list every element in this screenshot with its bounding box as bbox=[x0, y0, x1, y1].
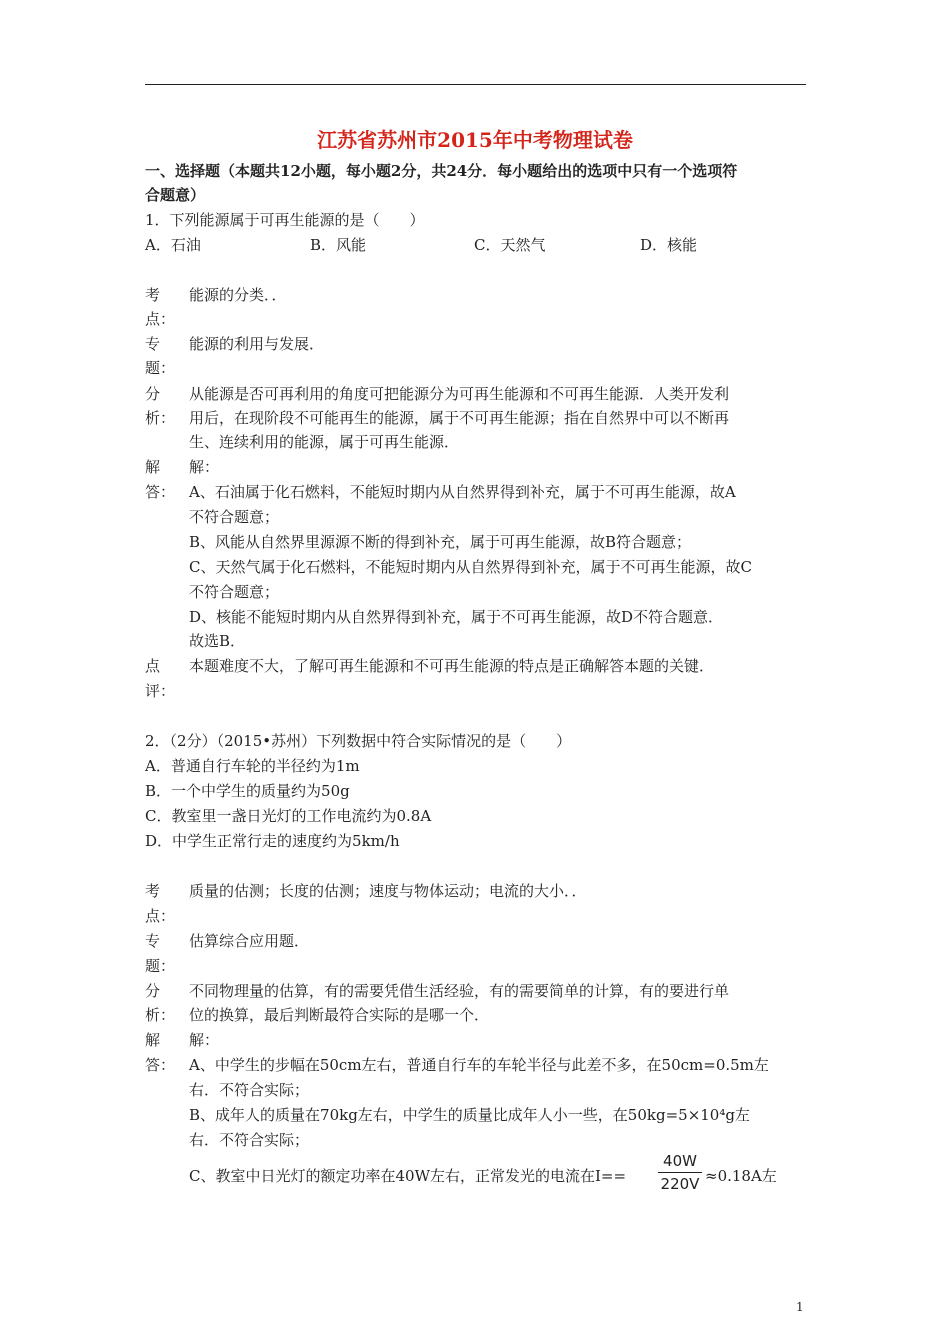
q2-option-a: A．普通自行车轮的半径约为1m bbox=[145, 757, 360, 775]
q1-option-b: B．风能 bbox=[310, 236, 367, 254]
current-fraction bbox=[658, 1151, 702, 1194]
q2-option-d: D．中学生正常行走的速度约为5km/h bbox=[145, 832, 400, 850]
q1-jieda-line: C、天然气属于化石燃料，不能短时期内从自然界得到补充，属于不可再生能源，故C bbox=[189, 558, 752, 576]
q1-jieda-line: 故选B． bbox=[189, 632, 246, 650]
q1-option-a: A．石油 bbox=[145, 236, 201, 254]
header-rule bbox=[145, 84, 806, 85]
q1-option-d: D．核能 bbox=[640, 236, 698, 254]
q1-jieda-line: 解： bbox=[189, 458, 220, 476]
q1-kaodian: 能源的分类．． bbox=[189, 286, 287, 304]
fraction-bar bbox=[658, 1172, 702, 1173]
q2-jieda-line: A、中学生的步幅在50cm左右，普通自行车的车轮半径与此差不多，在50cm=0.5m左 bbox=[189, 1056, 769, 1074]
q1-jieda-line: D、核能不能短时期内从自然界得到补充，属于不可再生能源，故D不符合题意． bbox=[189, 608, 724, 626]
q2-jieda-line: 解： bbox=[189, 1031, 220, 1049]
q1-jieda-line: 不符合题意； bbox=[189, 583, 280, 601]
q2-zhuanti: 估算综合应用题． bbox=[189, 932, 310, 950]
q2-jieda-line: 右．不符合实际； bbox=[189, 1131, 310, 1149]
q1-jieda-line: 不符合题意； bbox=[189, 508, 280, 526]
section-heading-cont: 合题意） bbox=[145, 186, 206, 204]
q2-option-b: B．一个中学生的质量约为50g bbox=[145, 782, 350, 800]
q1-dianping-label-2: 评： bbox=[145, 682, 176, 700]
page-title: 江苏省苏州市2015年中考物理试卷 bbox=[317, 128, 633, 152]
q1-jieda-line: B、风能从自然界里源源不断的得到补充，属于可再生能源，故B符合题意； bbox=[189, 533, 692, 551]
q1-option-c: C．天然气 bbox=[474, 236, 546, 254]
fraction-numerator: 40W bbox=[663, 1152, 697, 1170]
q2-fenxi-line: 不同物理量的估算，有的需要凭借生活经验，有的需要简单的计算，有的要进行单 bbox=[189, 982, 730, 1000]
q1-kaodian-label: 考 bbox=[145, 286, 161, 304]
q2-kaodian: 质量的估测；长度的估测；速度与物体运动；电流的大小．． bbox=[189, 882, 587, 900]
q2-fenxi-label-2: 析： bbox=[145, 1006, 176, 1024]
q2-fenxi-line: 位的换算，最后判断最符合实际的是哪一个． bbox=[189, 1006, 490, 1024]
q2-option-c: C．教室里一盏日光灯的工作电流约为0.8A bbox=[145, 807, 432, 825]
q1-fenxi-label: 分 bbox=[145, 385, 161, 403]
fraction-denominator: 220V bbox=[660, 1175, 700, 1193]
q2-jieda-line: B、成年人的质量在70kg左右，中学生的质量比成年人小一些，在50kg=5×10⁴g左 bbox=[189, 1106, 750, 1124]
q1-jieda-line: A、石油属于化石燃料，不能短时期内从自然界得到补充，属于不可再生能源，故A bbox=[189, 483, 736, 501]
q1-jieda-label-2: 答： bbox=[145, 483, 176, 501]
page-number: 1 bbox=[796, 1300, 804, 1314]
q1-zhuanti-label: 专 bbox=[145, 335, 161, 353]
q2-jieda-label-2: 答： bbox=[145, 1056, 176, 1074]
q2-zhuanti-label: 专 bbox=[145, 932, 161, 950]
q2-jieda-line: 右．不符合实际； bbox=[189, 1081, 310, 1099]
q1-fenxi-line: 从能源是否可再利用的角度可把能源分为可再生能源和不可再生能源．人类开发利 bbox=[189, 385, 730, 403]
q1-stem: 1．下列能源属于可再生能源的是（ ） bbox=[145, 211, 425, 229]
q2-zhuanti-label-2: 题： bbox=[145, 957, 176, 975]
q1-dianping: 本题难度不大，了解可再生能源和不可再生能源的特点是正确解答本题的关键． bbox=[189, 657, 715, 675]
q1-fenxi-label-2: 析： bbox=[145, 409, 176, 427]
q2-kaodian-label: 考 bbox=[145, 882, 161, 900]
q1-zhuanti: 能源的利用与发展． bbox=[189, 335, 325, 353]
q1-fenxi-line: 生、连续利用的能源，属于可再生能源． bbox=[189, 433, 460, 451]
q1-zhuanti-label-2: 题： bbox=[145, 359, 176, 377]
q1-dianping-label: 点 bbox=[145, 657, 161, 675]
q1-fenxi-line: 用后，在现阶段不可能再生的能源，属于不可再生能源；指在自然界中可以不断再 bbox=[189, 409, 730, 427]
q2-kaodian-label-2: 点： bbox=[145, 907, 176, 925]
q2-jieda-label: 解 bbox=[145, 1031, 161, 1049]
q2-jieda-line: C、教室中日光灯的额定功率在40W左右，正常发光的电流在I== bbox=[189, 1167, 627, 1185]
q1-kaodian-label-2: 点： bbox=[145, 310, 176, 328]
q2-jieda-line: ≈0.18A左 bbox=[705, 1167, 777, 1185]
section-heading: 一、选择题（本题共12小题，每小题2分，共24分．每小题给出的选项中只有一个选项符 bbox=[145, 162, 738, 180]
q2-stem: 2．（2分）（2015•苏州）下列数据中符合实际情况的是（ ） bbox=[145, 732, 572, 750]
q1-jieda-label: 解 bbox=[145, 458, 161, 476]
q2-fenxi-label: 分 bbox=[145, 982, 161, 1000]
